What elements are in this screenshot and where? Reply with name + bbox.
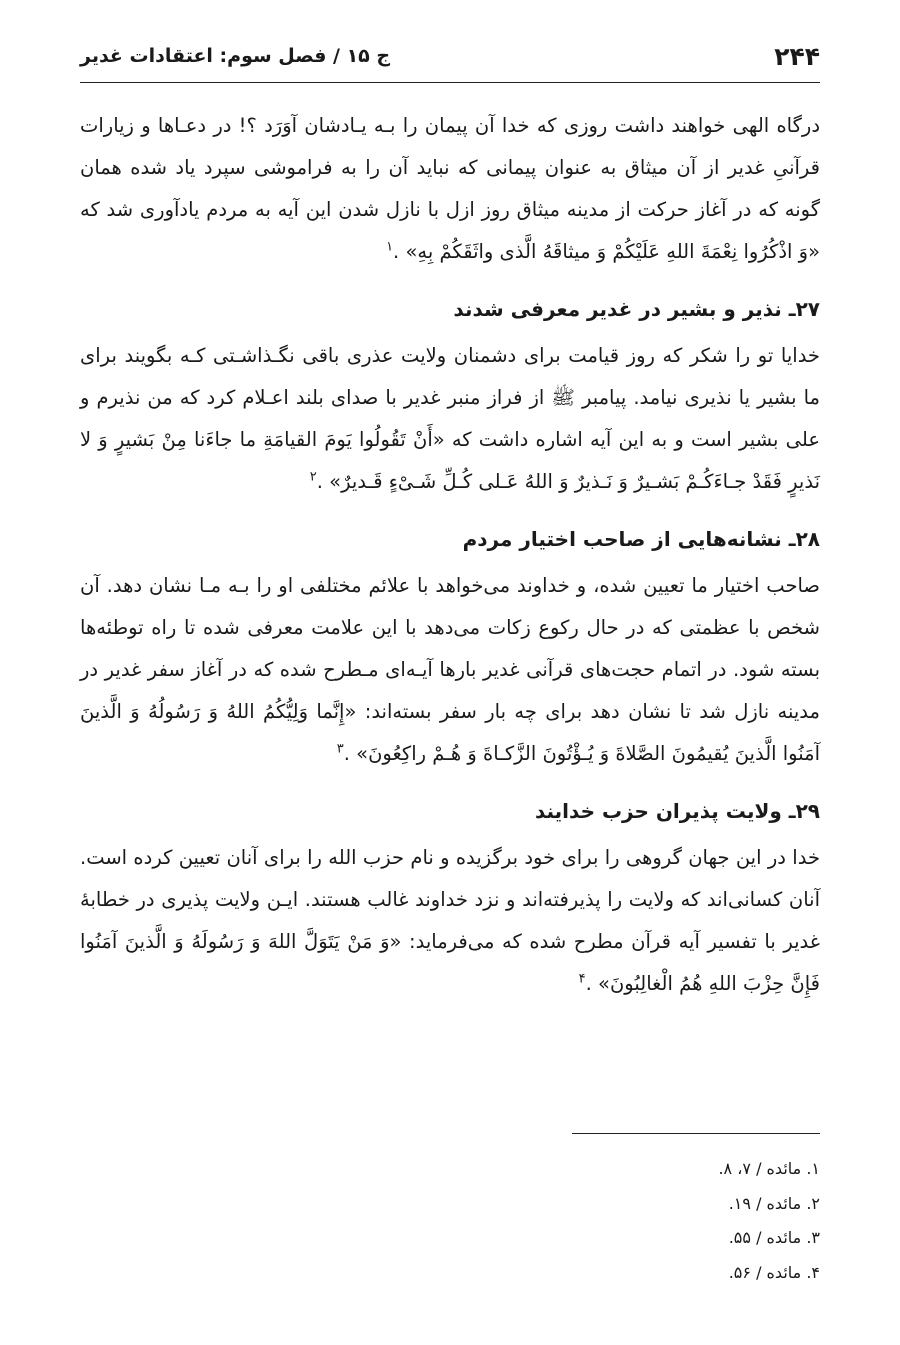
page-number: ۲۴۴ (774, 41, 820, 71)
intro-paragraph-text: درگاه الهی خواهند داشت روزی که خدا آن پیمان را بـه یـادشان آوَرَد ؟! در دعـاها و زیارات قرآنیِ غدیر از آن میثاق به عنوان پیمانی که نباید آن را به فراموشی سپرد یاد شده همان گونه که در آغاز حرکت از مدینه میثاق روز ازل با نازل شدن این آیه به مردم یادآوری شد که «وَ اذْکُرُوا نِعْمَةَ اللهِ عَلَیْکُمْ وَ میثاقَهُ الَّذی واثَقَکُمْ بِهِ» . (80, 114, 820, 263)
section-paragraph (80, 837, 820, 1005)
footnote: ۴. مائده / ۵۶. (728, 1262, 820, 1282)
section-heading: ۲۹ـ ولایت پذیران حزب خدایند (534, 799, 820, 823)
footnote-divider (572, 1133, 820, 1134)
footnote: ۳. مائده / ۵۵. (728, 1228, 820, 1247)
footnote: ۱. مائده / ۷، ۸. (718, 1159, 820, 1178)
section-paragraph-text: خدایا تو را شکر که روز قیامت برای دشمنان ولایت عذری باقی نگـذاشـتی کـه بگویند برای ما بشیر یا نذیری نیامد. پیامبر ﷺ از فراز منبر غدیر با صدای بلند اعـلام کرد که من نذیرم و علی بشیر است و به این آیه اشاره داشت که «أَنْ تَقُولُوا یَومَ القیامَةِ ما جاءَنا مِنْ بَشیرٍ وَ لا نَذیرٍ فَقَدْ جـاءَکُـمْ بَشـیرٌ وَ نَـذیرٌ وَ اللهُ عَـلی کُـلِّ شَـیْءٍ قَـدیرٌ» . (80, 344, 820, 493)
section-paragraph-text: خدا در این جهان گروهی را برای خود برگزیده و نام حزب الله را برای آنان تعیین کرده است. آنان کسانی‌اند که ولایت را پذیرفته‌اند و نزد خداوند غالب هستند. ایـن ولایت پذیری در خطابهٔ غدیر با تفسیر آیه قرآن مطرح شده که می‌فرماید: «وَ مَنْ یَتَوَلَّ اللهَ وَ رَسُولَهُ وَ الَّذینَ آمَنُوا فَإِنَّ حِزْبَ اللهِ هُمُ الْغالِبُونَ» . (80, 846, 820, 995)
footnote: ۲. مائده / ۱۹. (728, 1193, 820, 1213)
footnote-marker: ۳ (336, 741, 344, 757)
intro-paragraph (80, 105, 820, 273)
section-paragraph-text: صاحب اختیار ما تعیین شده، و خداوند می‌خواهد با علائم مختلفی او را بـه مـا نشان دهد. آن شخص با عظمتی که در حال رکوع زکات می‌دهد با این علامت معرفی شده تا راه توطئه‌ها بسته شود. در اتمام حجت‌های قرآنی غدیر بارها آیـه‌ای مـطرح شده که در آغاز سفر غدیر در مدینه نازل شد تا نشان دهد برای چه بار سفر بسته‌اند: «إِنَّما وَلِیُّکُمُ اللهُ وَ رَسُولُهُ وَ الَّذینَ آمَنُوا الَّذینَ یُقیمُونَ الصَّلاةَ وَ یُـؤْتُونَ الزَّکـاةَ وَ هُـمْ راکِعُونَ» . (80, 574, 820, 765)
section-heading: ۲۷ـ نذیر و بشیر در غدیر معرفی شدند (453, 297, 820, 321)
footnote-marker: ۲ (309, 469, 317, 485)
footnote-marker: ۱ (386, 239, 394, 255)
footnote-marker: ۴ (578, 971, 586, 987)
running-title: ج ۱۵ / فصل سوم: اعتقادات غدیر (80, 45, 391, 67)
body-text (80, 105, 820, 1005)
section-paragraph (80, 335, 820, 503)
footnotes (80, 1152, 820, 1290)
section-heading: ۲۸ـ نشانه‌هایی از صاحب اختیار مردم (462, 527, 820, 551)
book-page (80, 0, 820, 1345)
section-paragraph (80, 565, 820, 775)
header-divider (80, 82, 820, 83)
running-head (80, 34, 820, 78)
